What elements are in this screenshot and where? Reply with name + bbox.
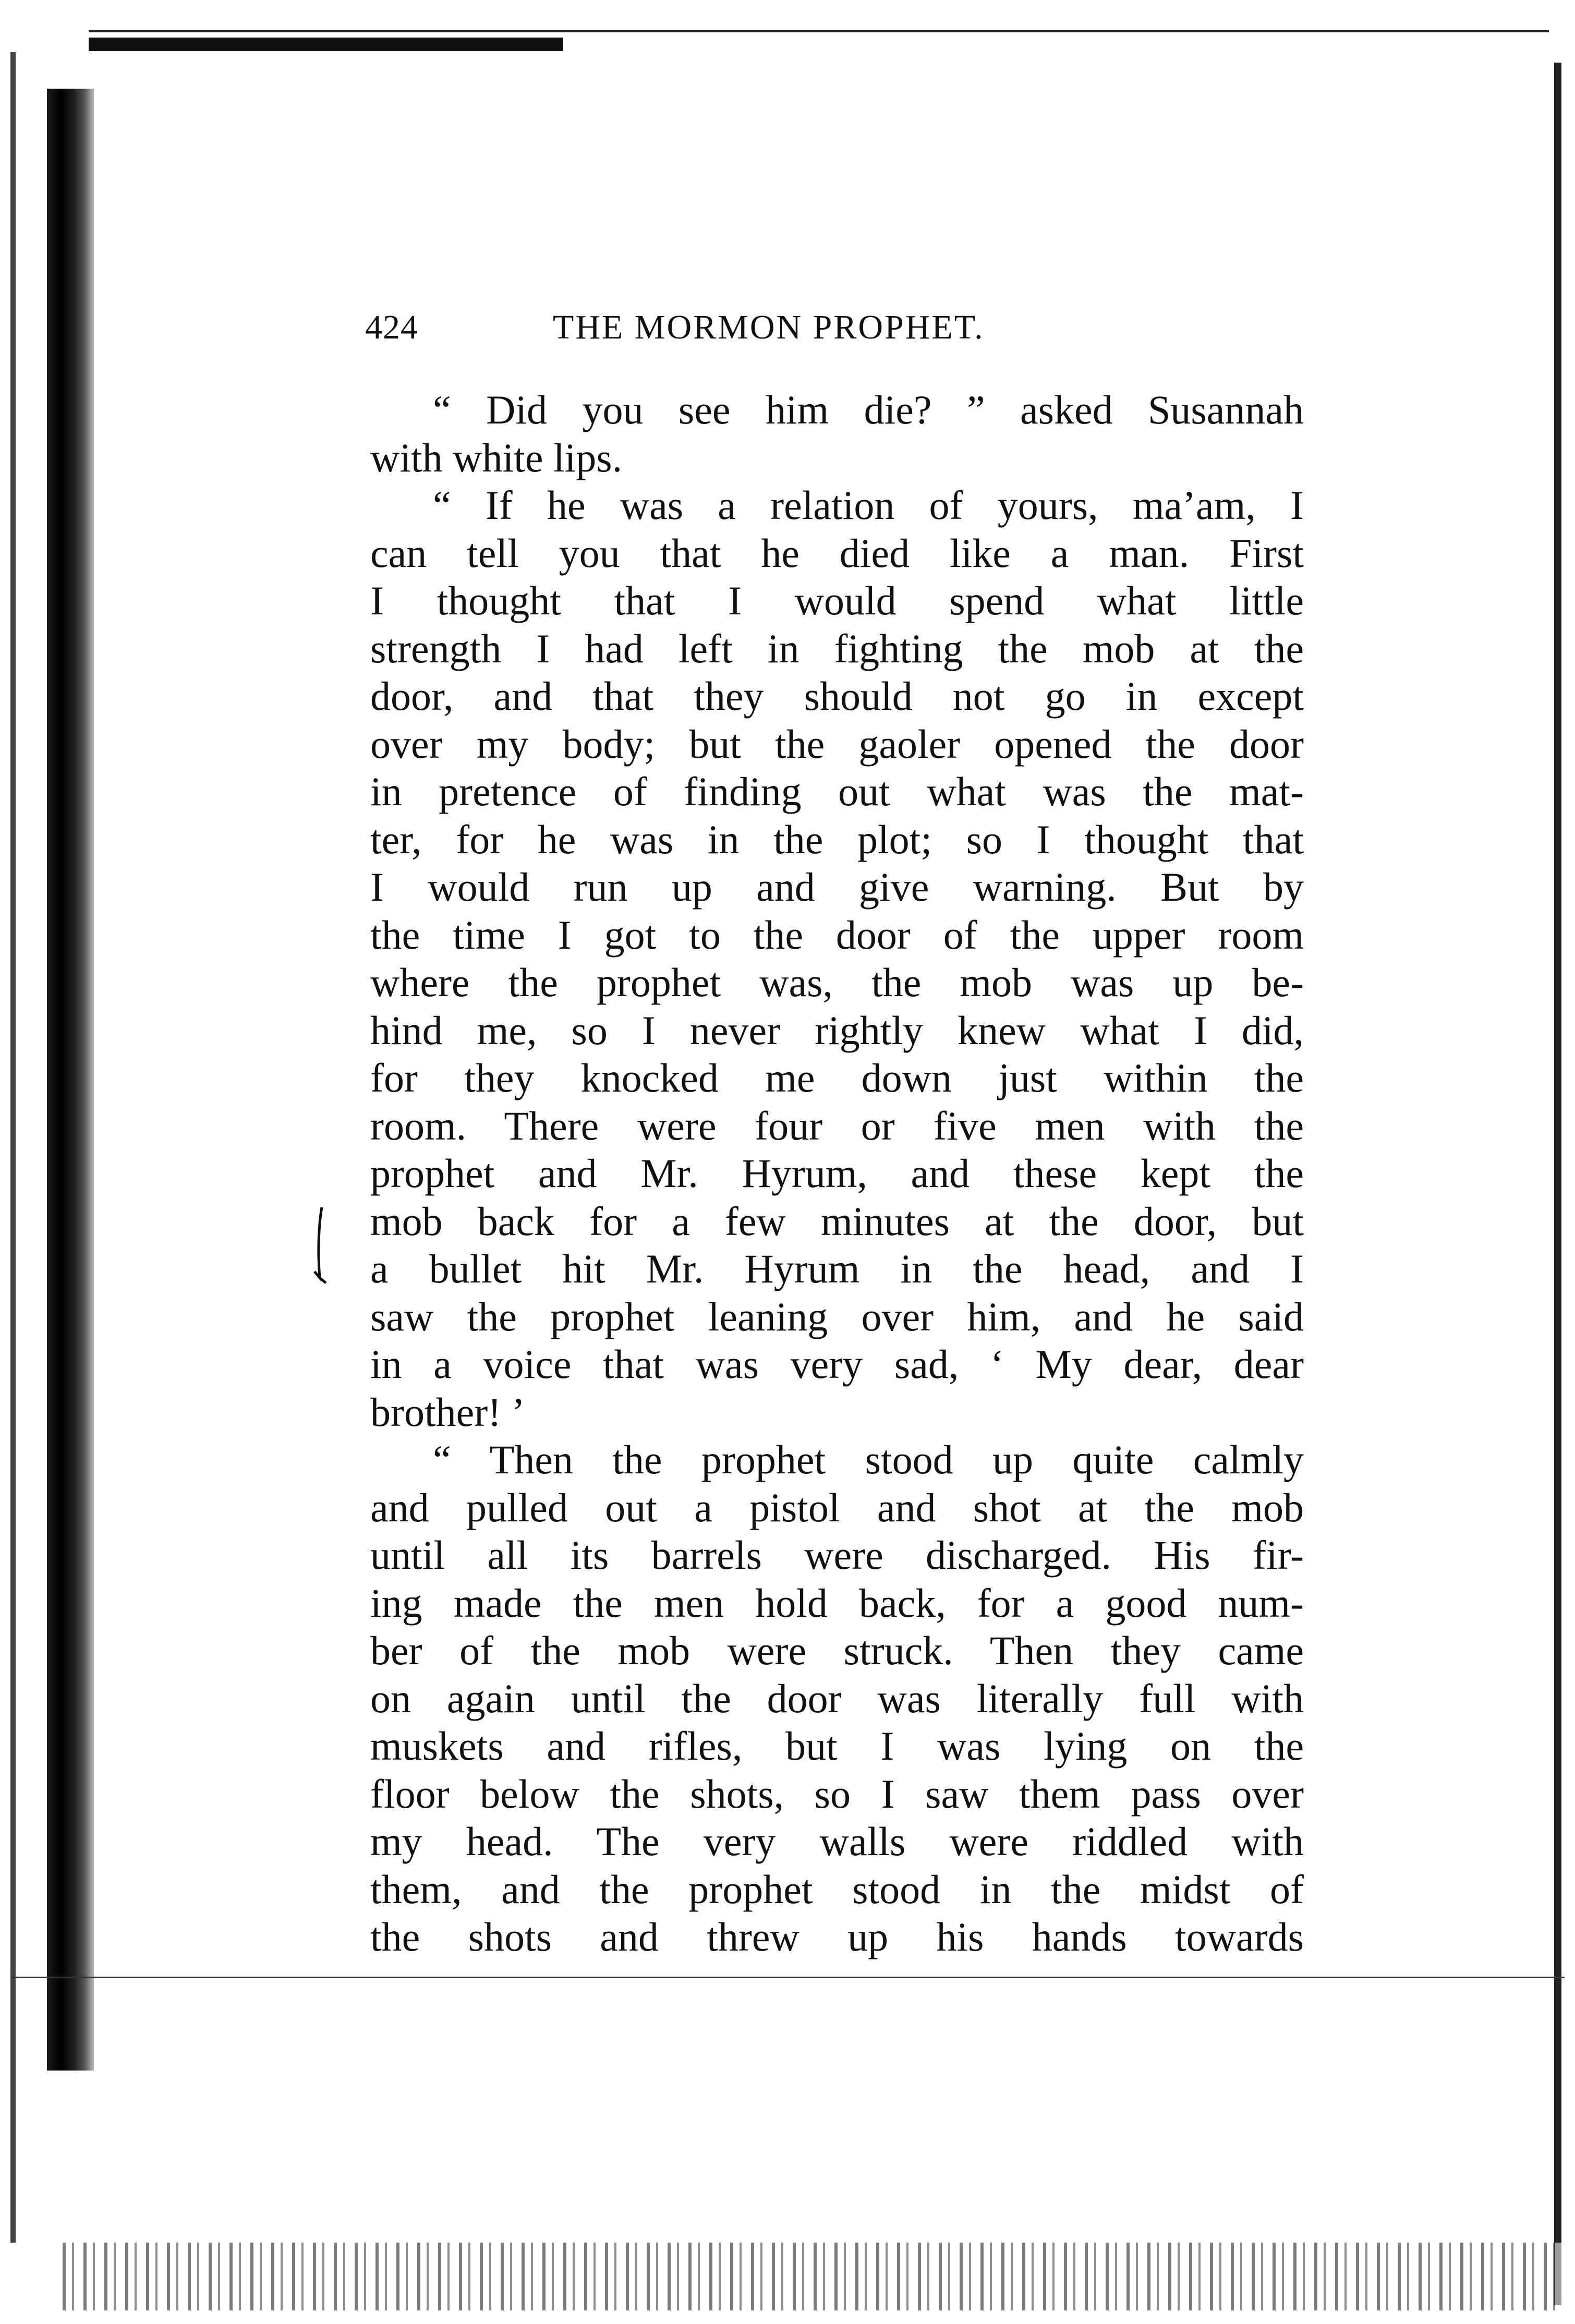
text-line: muskets and rifles, but I was lying on the (370, 1723, 1304, 1769)
text-line: I would run up and give warning. But by (370, 864, 1304, 910)
scan-edge-left-line (10, 52, 16, 2243)
text-line: “ If he was a relation of yours, ma’am, I (433, 482, 1304, 528)
running-title: THE MORMON PROPHET. (553, 308, 985, 346)
text-line: for they knocked me down just within the (370, 1055, 1304, 1100)
text-line: until all its barrels were discharged. His fir- (370, 1532, 1304, 1578)
text-line: strength I had left in fighting the mob at the (370, 625, 1304, 671)
text-line: ing made the men hold back, for a good num- (370, 1580, 1304, 1626)
text-line: hind me, so I never rightly knew what I did, (370, 1007, 1304, 1053)
scan-edge-bottom-line (10, 1977, 1565, 1978)
text-line: saw the prophet leaning over him, and he said (370, 1293, 1304, 1339)
text-line: over my body; but the gaoler opened the door (370, 721, 1304, 767)
text-line: ter, for he was in the plot; so I thought that (370, 816, 1304, 862)
text-line: can tell you that he died like a man. First (370, 530, 1304, 576)
text-line: the time I got to the door of the upper room (370, 912, 1304, 958)
text-line: a bullet hit Mr. Hyrum in the head, and I (370, 1246, 1304, 1291)
margin-pencil-mark (310, 1205, 331, 1293)
text-line: ber of the mob were struck. Then they came (370, 1628, 1304, 1673)
text-line: with white lips. (370, 434, 623, 480)
text-line: “ Did you see him die? ” asked Susannah (433, 387, 1304, 432)
text-line: where the prophet was, the mob was up be- (370, 960, 1304, 1005)
page-number: 424 (365, 308, 418, 346)
text-line: I thought that I would spend what little (370, 578, 1304, 623)
text-line: floor below the shots, so I saw them pass over (370, 1771, 1304, 1817)
page-header (365, 308, 1163, 355)
scan-edge-right-bar (1554, 63, 1561, 2305)
text-line: brother! ’ (370, 1389, 525, 1435)
text-line: “ Then the prophet stood up quite calmly (433, 1437, 1304, 1482)
scan-edge-bottom-noise (63, 2243, 1565, 2310)
text-line: them, and the prophet stood in the midst of (370, 1866, 1304, 1912)
scan-edge-top-bar (89, 38, 563, 51)
text-line: the shots and threw up his hands towards (370, 1914, 1304, 1959)
text-line: prophet and Mr. Hyrum, and these kept the (370, 1151, 1304, 1196)
text-line: and pulled out a pistol and shot at the mob (370, 1484, 1304, 1530)
text-line: room. There were four or five men with the (370, 1103, 1304, 1148)
scan-edge-left-bar (47, 89, 94, 2071)
text-line: my head. The very walls were riddled with (370, 1819, 1304, 1864)
text-line: mob back for a few minutes at the door, but (370, 1198, 1304, 1244)
scan-edge-top-line (89, 30, 1549, 32)
text-line: door, and that they should not go in except (370, 673, 1304, 719)
body-text (370, 386, 1304, 1961)
text-line: in pretence of finding out what was the mat- (370, 769, 1304, 814)
text-line: on again until the door was literally full with (370, 1675, 1304, 1721)
text-line: in a voice that was very sad, ‘ My dear, dear (370, 1341, 1304, 1387)
